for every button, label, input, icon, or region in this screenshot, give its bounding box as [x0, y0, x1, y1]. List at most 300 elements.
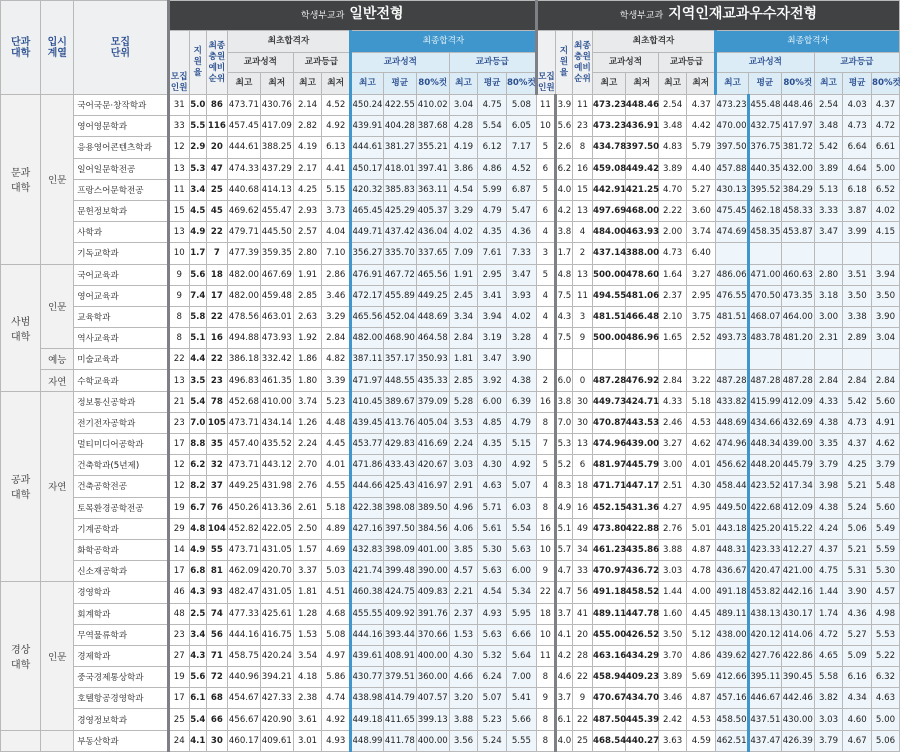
header-rate-2: 지원 율: [555, 31, 572, 95]
cell-r-final-avg-score: 470.50: [748, 285, 781, 306]
cell-r-final-max-score: 491.18: [716, 582, 749, 603]
cell-r-final-cut80-score: 421.00: [781, 561, 814, 582]
cell-final-cut80-grade: 5.55: [506, 730, 536, 751]
cell-r-rate: 4.2: [555, 645, 572, 666]
table-row: [1, 455, 900, 476]
cell-first-max-score: 477.33: [228, 603, 261, 624]
cell-r-final-max-score: 474.69: [716, 222, 749, 243]
cell-r-rate: 5.3: [555, 434, 572, 455]
cell-r-final-avg-score: 420.12: [748, 624, 781, 645]
cell-first-min-score: 427.33: [260, 688, 293, 709]
cell-final-avg-grade: 4.63: [478, 476, 507, 497]
cell-r-first-min-score: 443.53: [625, 412, 658, 433]
cell-r-final-cut80-score: 417.97: [781, 116, 814, 137]
hdr-avg: 평균: [383, 73, 416, 95]
cell-rate: 4.1: [189, 730, 206, 751]
cell-r-first-max-grade: 3.63: [658, 730, 687, 751]
cell-r-final-avg-score: 395.52: [748, 179, 781, 200]
cell-r-final-avg-score: [748, 243, 781, 264]
cell-first-max-score: 477.39: [228, 243, 261, 264]
cell-r-first-min-score: 422.88: [625, 518, 658, 539]
cell-first-max-score: 458.75: [228, 645, 261, 666]
cell-unit: 국어교육과: [74, 264, 168, 285]
hdr-cut80: 80%컷: [781, 73, 814, 95]
cell-first-min-grade: 2.86: [322, 264, 351, 285]
cell-first-min-grade: 4.92: [322, 709, 351, 730]
cell-final-cut80-grade: 4.79: [506, 412, 536, 433]
cell-r-final-max-score: 448.31: [716, 539, 749, 560]
cell-first-min-score: 414.13: [260, 179, 293, 200]
cell-r-first-min-grade: 6.40: [687, 243, 716, 264]
cell-recruit: 12: [168, 137, 189, 158]
cell-unit: 역사교육과: [74, 328, 168, 349]
cell-unit: 프랑스어문학전공: [74, 179, 168, 200]
cell-r-final-max-score: 457.88: [716, 158, 749, 179]
cell-final-max-grade: 2.21: [449, 582, 478, 603]
cell-r-final-cut80-grade: 5.06: [871, 730, 899, 751]
cell-rate: 1.7: [189, 243, 206, 264]
cell-recruit: 23: [168, 412, 189, 433]
cell-final-max-grade: 3.04: [449, 95, 478, 116]
track-cell: 자연: [41, 391, 74, 582]
cell-final-cut80-score: 384.56: [416, 518, 449, 539]
cell-first-max-score: 457.45: [228, 116, 261, 137]
cell-r-first-min-grade: 4.53: [687, 709, 716, 730]
cell-first-max-score: 473.71: [228, 539, 261, 560]
cell-r-first-max-score: 500.00: [593, 264, 626, 285]
cell-r-final-avg-grade: 5.31: [843, 561, 872, 582]
table-row: [1, 476, 900, 497]
cell-recruit: 27: [168, 645, 189, 666]
cell-r-final-max-grade: 3.47: [814, 222, 843, 243]
cell-r-first-max-score: 497.69: [593, 200, 626, 221]
cell-first-max-score: 482.00: [228, 285, 261, 306]
cell-r-recruit: 4: [536, 476, 555, 497]
cell-final-max-score: 438.98: [351, 688, 384, 709]
cell-final-max-score: 450.24: [351, 95, 384, 116]
cell-final-cut80-grade: 5.63: [506, 539, 536, 560]
cell-first-min-grade: 3.73: [322, 200, 351, 221]
hdr-cut80: 80%컷: [416, 73, 449, 95]
cell-rate: 6.7: [189, 497, 206, 518]
cell-first-max-grade: 1.91: [293, 264, 322, 285]
cell-final-max-score: 449.18: [351, 709, 384, 730]
cell-first-min-grade: 4.55: [322, 476, 351, 497]
cell-unit: 호텔항공경영학과: [74, 688, 168, 709]
cell-final-cut80-score: 389.50: [416, 497, 449, 518]
cell-first-min-score: 431.05: [260, 582, 293, 603]
cell-r-rate: 5.2: [555, 455, 572, 476]
header-track: 입시 계열: [41, 1, 74, 95]
cell-reserve: 81: [206, 561, 227, 582]
cell-first-min-grade: 5.86: [322, 667, 351, 688]
cell-reserve: 47: [206, 158, 227, 179]
cell-r-final-max-score: 443.18: [716, 518, 749, 539]
cell-first-min-score: 359.35: [260, 243, 293, 264]
cell-r-final-avg-score: 425.20: [748, 518, 781, 539]
cell-r-final-max-grade: 3.89: [814, 158, 843, 179]
cell-rate: 5.3: [189, 158, 206, 179]
section-general-prefix: 학생부교과: [300, 11, 345, 21]
cell-final-cut80-grade: 6.03: [506, 497, 536, 518]
cell-r-reserve: 9: [572, 688, 592, 709]
cell-rate: 4.3: [189, 645, 206, 666]
cell-first-max-grade: 2.70: [293, 455, 322, 476]
cell-r-first-min-grade: 4.40: [687, 158, 716, 179]
cell-r-final-max-score: 430.13: [716, 179, 749, 200]
cell-r-final-max-grade: 3.98: [814, 476, 843, 497]
cell-r-recruit: 9: [536, 561, 555, 582]
table-row: [1, 264, 900, 285]
cell-first-min-score: 467.69: [260, 264, 293, 285]
cell-final-avg-grade: 6.12: [478, 137, 507, 158]
cell-r-rate: 4.6: [555, 667, 572, 688]
cell-rate: 3.4: [189, 179, 206, 200]
cell-final-max-grade: 2.84: [449, 328, 478, 349]
cell-recruit: 11: [168, 179, 189, 200]
cell-final-cut80-score: 401.00: [416, 539, 449, 560]
cell-final-avg-score: 448.55: [383, 370, 416, 391]
cell-final-avg-score: 393.44: [383, 624, 416, 645]
header-first-pass-2: 최초합격자: [593, 31, 716, 53]
cell-final-cut80-grade: 6.66: [506, 624, 536, 645]
cell-r-final-cut80-grade: 4.57: [871, 582, 899, 603]
cell-first-max-score: 460.17: [228, 730, 261, 751]
cell-final-avg-grade: 5.07: [478, 688, 507, 709]
cell-unit: 미술교육과: [74, 349, 168, 370]
table-row: [1, 667, 900, 688]
cell-first-max-grade: 4.19: [293, 137, 322, 158]
cell-r-reserve: 8: [572, 137, 592, 158]
cell-r-first-min-grade: 4.42: [687, 116, 716, 137]
cell-r-final-avg-grade: [843, 349, 872, 370]
cell-r-recruit: 7: [536, 434, 555, 455]
cell-reserve: 72: [206, 667, 227, 688]
cell-first-max-score: 456.67: [228, 709, 261, 730]
cell-final-avg-grade: 4.35: [478, 222, 507, 243]
cell-rate: 5.8: [189, 306, 206, 327]
cell-final-max-grade: 4.06: [449, 518, 478, 539]
cell-r-first-max-grade: [658, 349, 687, 370]
cell-recruit: 10: [168, 243, 189, 264]
cell-final-avg-grade: 3.19: [478, 328, 507, 349]
cell-final-avg-grade: 5.61: [478, 518, 507, 539]
cell-final-max-score: 422.38: [351, 497, 384, 518]
cell-first-min-score: 420.24: [260, 645, 293, 666]
cell-r-final-max-score: 462.51: [716, 730, 749, 751]
cell-first-min-grade: 4.97: [322, 645, 351, 666]
cell-final-cut80-score: 400.00: [416, 645, 449, 666]
cell-final-avg-score: 398.08: [383, 497, 416, 518]
section-regional-title: [536, 1, 899, 31]
cell-final-max-score: 465.45: [351, 200, 384, 221]
cell-first-max-score: 473.71: [228, 455, 261, 476]
cell-r-final-cut80-grade: 4.98: [871, 603, 899, 624]
cell-r-rate: 6.0: [555, 370, 572, 391]
cell-rate: 4.9: [189, 539, 206, 560]
cell-r-first-min-score: 458.52: [625, 582, 658, 603]
cell-first-max-score: 462.09: [228, 561, 261, 582]
table-row: [1, 349, 900, 370]
cell-r-first-min-grade: 4.86: [687, 645, 716, 666]
cell-first-min-score: 461.35: [260, 370, 293, 391]
cell-first-min-grade: 4.92: [322, 116, 351, 137]
cell-r-final-cut80-grade: 4.62: [871, 434, 899, 455]
header-final-pass-1: 최종합격자: [351, 31, 537, 53]
cell-r-rate: 3.9: [555, 95, 572, 116]
cell-rate: 4.3: [189, 582, 206, 603]
univ-cell: 경상 대학: [1, 582, 41, 730]
cell-r-rate: 2.6: [555, 137, 572, 158]
cell-r-final-cut80-score: 460.63: [781, 264, 814, 285]
cell-r-final-cut80-score: 448.46: [781, 95, 814, 116]
cell-final-cut80-score: 407.57: [416, 688, 449, 709]
cell-r-first-max-score: 500.00: [593, 328, 626, 349]
table-row: [1, 200, 900, 221]
cell-r-reserve: 9: [572, 328, 592, 349]
cell-r-reserve: 2: [572, 243, 592, 264]
cell-r-rate: 4.7: [555, 561, 572, 582]
cell-final-max-score: 439.61: [351, 645, 384, 666]
cell-r-recruit: 5: [536, 455, 555, 476]
cell-first-max-grade: 2.76: [293, 476, 322, 497]
cell-final-max-grade: 3.53: [449, 412, 478, 433]
cell-r-rate: 6.2: [555, 158, 572, 179]
cell-r-reserve: 49: [572, 518, 592, 539]
cell-r-rate: 4.7: [555, 582, 572, 603]
cell-recruit: 13: [168, 222, 189, 243]
cell-first-max-grade: 1.28: [293, 603, 322, 624]
cell-final-avg-score: 422.55: [383, 95, 416, 116]
cell-r-final-avg-score: 434.66: [748, 412, 781, 433]
cell-r-reserve: 18: [572, 476, 592, 497]
cell-r-first-min-grade: 4.62: [687, 434, 716, 455]
cell-final-avg-grade: 2.95: [478, 264, 507, 285]
cell-final-avg-score: 413.76: [383, 412, 416, 433]
cell-reserve: 116: [206, 116, 227, 137]
table-row: [1, 645, 900, 666]
cell-r-first-max-grade: 4.33: [658, 391, 687, 412]
cell-r-first-min-score: 447.78: [625, 603, 658, 624]
cell-unit: 중국경제통상학과: [74, 667, 168, 688]
cell-r-final-avg-grade: 4.36: [843, 603, 872, 624]
cell-final-avg-grade: 5.63: [478, 561, 507, 582]
cell-first-min-score: 422.05: [260, 518, 293, 539]
cell-r-final-cut80-score: 426.39: [781, 730, 814, 751]
cell-r-first-min-score: 409.23: [625, 667, 658, 688]
cell-first-min-grade: 4.04: [322, 222, 351, 243]
cell-r-final-avg-score: 446.67: [748, 688, 781, 709]
cell-r-final-avg-grade: 4.64: [843, 158, 872, 179]
cell-r-first-min-score: 476.92: [625, 370, 658, 391]
cell-r-final-max-score: 412.66: [716, 667, 749, 688]
cell-r-recruit: 18: [536, 603, 555, 624]
cell-r-recruit: 4: [536, 222, 555, 243]
cell-reserve: 35: [206, 434, 227, 455]
table-row: [1, 391, 900, 412]
cell-reserve: 104: [206, 518, 227, 539]
cell-r-final-max-score: 487.28: [716, 370, 749, 391]
cell-rate: 6.8: [189, 561, 206, 582]
cell-r-reserve: 56: [572, 582, 592, 603]
track-cell: [41, 730, 74, 751]
cell-r-recruit: 5: [536, 179, 555, 200]
table-row: [1, 222, 900, 243]
cell-first-max-grade: 2.24: [293, 434, 322, 455]
cell-r-rate: 3.8: [555, 222, 572, 243]
table-row: [1, 603, 900, 624]
cell-final-max-grade: 2.37: [449, 603, 478, 624]
cell-r-final-cut80-score: 445.79: [781, 455, 814, 476]
cell-final-max-grade: 4.66: [449, 667, 478, 688]
cell-final-max-score: 471.97: [351, 370, 384, 391]
cell-unit: 영어교육과: [74, 285, 168, 306]
cell-first-max-score: 450.26: [228, 497, 261, 518]
cell-final-max-grade: 4.02: [449, 222, 478, 243]
cell-r-final-avg-grade: 4.67: [843, 730, 872, 751]
cell-r-first-max-grade: 2.54: [658, 95, 687, 116]
cell-unit: 토목환경공학전공: [74, 497, 168, 518]
cell-first-min-score: 431.05: [260, 539, 293, 560]
cell-unit: 기독교학과: [74, 243, 168, 264]
cell-r-final-avg-grade: 6.16: [843, 667, 872, 688]
cell-final-avg-score: 437.42: [383, 222, 416, 243]
cell-r-first-min-grade: 3.60: [687, 200, 716, 221]
cell-r-first-max-score: 487.28: [593, 370, 626, 391]
cell-first-min-grade: 5.18: [322, 497, 351, 518]
cell-r-final-avg-grade: 5.21: [843, 539, 872, 560]
cell-final-max-grade: 2.91: [449, 476, 478, 497]
cell-final-cut80-grade: 5.66: [506, 709, 536, 730]
cell-r-first-min-score: 436.91: [625, 116, 658, 137]
cell-r-final-avg-score: 422.68: [748, 497, 781, 518]
cell-r-recruit: 9: [536, 688, 555, 709]
cell-r-first-max-grade: 2.00: [658, 222, 687, 243]
cell-r-first-min-grade: 3.75: [687, 306, 716, 327]
cell-final-max-grade: 1.91: [449, 264, 478, 285]
cell-first-max-grade: 2.17: [293, 158, 322, 179]
cell-r-final-max-score: 436.67: [716, 561, 749, 582]
table-row: [1, 179, 900, 200]
cell-final-max-score: 465.56: [351, 306, 384, 327]
cell-r-first-max-score: 442.91: [593, 179, 626, 200]
cell-r-first-max-score: 455.00: [593, 624, 626, 645]
cell-r-recruit: 3: [536, 243, 555, 264]
cell-r-final-cut80-grade: 5.00: [871, 158, 899, 179]
cell-final-max-score: 455.55: [351, 603, 384, 624]
cell-final-avg-grade: 5.71: [478, 497, 507, 518]
cell-r-final-cut80-score: 414.06: [781, 624, 814, 645]
cell-r-final-max-score: 439.62: [716, 645, 749, 666]
cell-first-max-grade: 3.01: [293, 730, 322, 751]
cell-r-final-cut80-score: 412.09: [781, 497, 814, 518]
cell-r-reserve: 34: [572, 539, 592, 560]
cell-r-rate: 5.7: [555, 539, 572, 560]
cell-final-cut80-grade: 4.38: [506, 370, 536, 391]
cell-final-cut80-score: 400.00: [416, 730, 449, 751]
cell-final-avg-grade: 4.54: [478, 582, 507, 603]
cell-rate: 7.4: [189, 285, 206, 306]
cell-first-max-score: 494.88: [228, 328, 261, 349]
cell-r-final-max-score: 457.16: [716, 688, 749, 709]
track-cell: 인문: [41, 582, 74, 730]
cell-final-max-score: 439.91: [351, 116, 384, 137]
cell-first-max-grade: 2.63: [293, 306, 322, 327]
cell-r-final-avg-score: 468.07: [748, 306, 781, 327]
cell-r-rate: 3.7: [555, 688, 572, 709]
cell-final-avg-score: 411.78: [383, 730, 416, 751]
cell-r-reserve: 25: [572, 730, 592, 751]
cell-first-min-grade: 4.93: [322, 730, 351, 751]
cell-r-reserve: 3: [572, 306, 592, 327]
cell-first-max-score: 444.16: [228, 624, 261, 645]
cell-r-final-avg-score: 437.51: [748, 709, 781, 730]
cell-r-reserve: 13: [572, 434, 592, 455]
cell-final-avg-grade: 3.94: [478, 306, 507, 327]
cell-unit: 정보통신공학과: [74, 391, 168, 412]
cell-r-final-avg-grade: 3.50: [843, 285, 872, 306]
cell-first-min-score: 413.36: [260, 497, 293, 518]
cell-r-final-max-grade: 4.33: [814, 391, 843, 412]
cell-r-first-min-grade: 5.18: [687, 391, 716, 412]
table-row: [1, 137, 900, 158]
table-body: [1, 95, 900, 752]
cell-first-min-score: 416.75: [260, 624, 293, 645]
cell-r-final-avg-score: 395.11: [748, 667, 781, 688]
cell-final-avg-grade: 6.24: [478, 667, 507, 688]
cell-r-first-max-grade: 2.46: [658, 412, 687, 433]
cell-final-max-score: 482.00: [351, 328, 384, 349]
cell-rate: 2.9: [189, 137, 206, 158]
cell-recruit: 29: [168, 518, 189, 539]
cell-r-first-max-grade: 3.00: [658, 455, 687, 476]
cell-r-final-max-grade: 3.79: [814, 455, 843, 476]
cell-r-first-min-score: 466.48: [625, 306, 658, 327]
cell-recruit: 13: [168, 370, 189, 391]
cell-final-cut80-grade: 5.15: [506, 434, 536, 455]
cell-final-avg-score: 418.01: [383, 158, 416, 179]
cell-first-max-score: 386.18: [228, 349, 261, 370]
cell-rate: 3.5: [189, 370, 206, 391]
cell-r-final-max-score: 456.62: [716, 455, 749, 476]
table-row: [1, 561, 900, 582]
cell-r-final-max-grade: 4.75: [814, 561, 843, 582]
cell-r-rate: 4.3: [555, 306, 572, 327]
table-row: [1, 688, 900, 709]
cell-r-first-max-score: 471.71: [593, 476, 626, 497]
cell-unit: 전기전자공학과: [74, 412, 168, 433]
cell-unit: 경제학과: [74, 645, 168, 666]
cell-r-final-cut80-grade: 6.52: [871, 179, 899, 200]
cell-r-first-min-score: 447.17: [625, 476, 658, 497]
cell-first-max-grade: 3.37: [293, 561, 322, 582]
cell-r-first-max-grade: 3.89: [658, 158, 687, 179]
cell-first-max-score: 440.96: [228, 667, 261, 688]
cell-r-reserve: 15: [572, 179, 592, 200]
cell-first-min-score: 463.01: [260, 306, 293, 327]
cell-first-max-grade: 1.53: [293, 624, 322, 645]
cell-r-first-min-grade: 5.79: [687, 137, 716, 158]
cell-r-first-max-grade: 2.84: [658, 370, 687, 391]
cell-first-min-grade: 5.03: [322, 561, 351, 582]
cell-final-avg-grade: 4.35: [478, 434, 507, 455]
cell-r-final-max-score: 475.45: [716, 200, 749, 221]
header-recruit-1: 모집 인원: [168, 31, 189, 95]
cell-reserve: 22: [206, 349, 227, 370]
cell-r-final-avg-grade: 3.51: [843, 264, 872, 285]
cell-final-max-score: 476.91: [351, 264, 384, 285]
cell-r-final-cut80-grade: 5.48: [871, 476, 899, 497]
